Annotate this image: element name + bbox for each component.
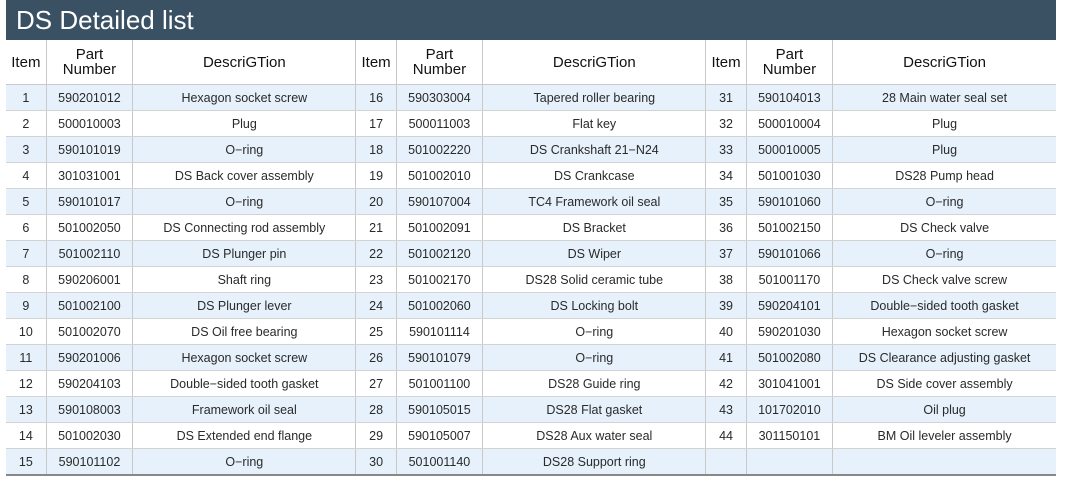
description-cell: DS Oil free bearing [133, 319, 356, 345]
description-cell: O−ring [133, 189, 356, 215]
description-cell: O−ring [833, 241, 1056, 267]
header-row [6, 40, 1056, 85]
part-number-cell: 590107004 [396, 189, 482, 215]
description-cell: Hexagon socket screw [133, 345, 356, 371]
table-row [6, 423, 1056, 449]
description-cell: DS Plunger lever [133, 293, 356, 319]
item-number-cell: 34 [706, 163, 746, 189]
part-number-cell: 590105015 [396, 397, 482, 423]
part-number-cell: 501002100 [46, 293, 132, 319]
parts-table [6, 40, 1056, 476]
part-number-cell: 301150101 [746, 423, 832, 449]
part-number-cell: 590101114 [396, 319, 482, 345]
description-cell: Tapered roller bearing [483, 85, 706, 111]
part-number-cell: 590101079 [396, 345, 482, 371]
header-description: DescriGTion [833, 40, 1056, 85]
header-part-number: Part Number [46, 40, 132, 85]
item-number-cell: 25 [356, 319, 396, 345]
part-number-cell: 590201030 [746, 319, 832, 345]
parts-list [6, 0, 1056, 476]
part-number-cell: 590204103 [46, 371, 132, 397]
part-number-cell: 501001170 [746, 267, 832, 293]
description-cell: Oil plug [833, 397, 1056, 423]
item-number-cell: 2 [6, 111, 46, 137]
part-number-cell: 501002110 [46, 241, 132, 267]
description-cell: Double−sided tooth gasket [833, 293, 1056, 319]
part-number-cell: 501001140 [396, 449, 482, 476]
item-number-cell: 19 [356, 163, 396, 189]
description-cell: DS Wiper [483, 241, 706, 267]
table-row [6, 241, 1056, 267]
item-number-cell: 43 [706, 397, 746, 423]
table-row [6, 319, 1056, 345]
part-number-cell: 301031001 [46, 163, 132, 189]
item-number-cell: 41 [706, 345, 746, 371]
part-number-cell: 590104013 [746, 85, 832, 111]
table-row [6, 137, 1056, 163]
table-row [6, 189, 1056, 215]
part-number-cell: 500010003 [46, 111, 132, 137]
part-number-cell: 590101017 [46, 189, 132, 215]
item-number-cell [706, 449, 746, 476]
item-number-cell: 13 [6, 397, 46, 423]
item-number-cell: 42 [706, 371, 746, 397]
header-part-number: Part Number [396, 40, 482, 85]
item-number-cell: 28 [356, 397, 396, 423]
description-cell: DS Side cover assembly [833, 371, 1056, 397]
description-cell: DS28 Flat gasket [483, 397, 706, 423]
description-cell: BM Oil leveler assembly [833, 423, 1056, 449]
item-number-cell: 23 [356, 267, 396, 293]
item-number-cell: 12 [6, 371, 46, 397]
item-number-cell: 39 [706, 293, 746, 319]
item-number-cell: 33 [706, 137, 746, 163]
part-number-cell: 501002220 [396, 137, 482, 163]
header-item: Item [6, 40, 46, 85]
description-cell: O−ring [133, 137, 356, 163]
part-number-cell: 501002050 [46, 215, 132, 241]
item-number-cell: 21 [356, 215, 396, 241]
part-number-cell: 590303004 [396, 85, 482, 111]
description-cell: DS Check valve [833, 215, 1056, 241]
item-number-cell: 8 [6, 267, 46, 293]
description-cell: O−ring [483, 345, 706, 371]
part-number-cell: 501002170 [396, 267, 482, 293]
part-number-cell: 590101102 [46, 449, 132, 476]
part-number-cell: 501001030 [746, 163, 832, 189]
part-number-cell: 501002080 [746, 345, 832, 371]
part-number-cell: 501002070 [46, 319, 132, 345]
description-cell: DS Back cover assembly [133, 163, 356, 189]
description-cell [833, 449, 1056, 476]
item-number-cell: 44 [706, 423, 746, 449]
table-body [6, 85, 1056, 476]
description-cell: DS Check valve screw [833, 267, 1056, 293]
item-number-cell: 18 [356, 137, 396, 163]
part-number-cell: 501002010 [396, 163, 482, 189]
item-number-cell: 3 [6, 137, 46, 163]
description-cell: DS Clearance adjusting gasket [833, 345, 1056, 371]
header-item: Item [356, 40, 396, 85]
part-number-cell: 501002091 [396, 215, 482, 241]
item-number-cell: 11 [6, 345, 46, 371]
description-cell: DS28 Guide ring [483, 371, 706, 397]
description-cell: DS Bracket [483, 215, 706, 241]
description-cell: Hexagon socket screw [833, 319, 1056, 345]
description-cell: O−ring [133, 449, 356, 476]
item-number-cell: 7 [6, 241, 46, 267]
description-cell: Double−sided tooth gasket [133, 371, 356, 397]
description-cell: DS28 Solid ceramic tube [483, 267, 706, 293]
item-number-cell: 6 [6, 215, 46, 241]
description-cell: DS Crankcase [483, 163, 706, 189]
item-number-cell: 35 [706, 189, 746, 215]
table-row [6, 371, 1056, 397]
item-number-cell: 16 [356, 85, 396, 111]
part-number-cell [746, 449, 832, 476]
item-number-cell: 1 [6, 85, 46, 111]
item-number-cell: 24 [356, 293, 396, 319]
part-number-cell: 590201012 [46, 85, 132, 111]
part-number-cell: 501002030 [46, 423, 132, 449]
table-row [6, 85, 1056, 111]
part-number-cell: 500011003 [396, 111, 482, 137]
item-number-cell: 26 [356, 345, 396, 371]
part-number-cell: 590101060 [746, 189, 832, 215]
list-title: DS Detailed list [6, 0, 1056, 40]
description-cell: O−ring [833, 189, 1056, 215]
header-description: DescriGTion [133, 40, 356, 85]
part-number-cell: 101702010 [746, 397, 832, 423]
table-row [6, 267, 1056, 293]
item-number-cell: 30 [356, 449, 396, 476]
item-number-cell: 40 [706, 319, 746, 345]
item-number-cell: 38 [706, 267, 746, 293]
description-cell: DS Locking bolt [483, 293, 706, 319]
part-number-cell: 590105007 [396, 423, 482, 449]
item-number-cell: 32 [706, 111, 746, 137]
item-number-cell: 17 [356, 111, 396, 137]
description-cell: DS Connecting rod assembly [133, 215, 356, 241]
table-row [6, 449, 1056, 476]
item-number-cell: 29 [356, 423, 396, 449]
part-number-cell: 500010004 [746, 111, 832, 137]
item-number-cell: 4 [6, 163, 46, 189]
description-cell: DS Plunger pin [133, 241, 356, 267]
item-number-cell: 20 [356, 189, 396, 215]
item-number-cell: 5 [6, 189, 46, 215]
item-number-cell: 31 [706, 85, 746, 111]
part-number-cell: 301041001 [746, 371, 832, 397]
item-number-cell: 10 [6, 319, 46, 345]
description-cell: DS Extended end flange [133, 423, 356, 449]
part-number-cell: 590201006 [46, 345, 132, 371]
table-row [6, 293, 1056, 319]
header-part-number: Part Number [746, 40, 832, 85]
item-number-cell: 37 [706, 241, 746, 267]
description-cell: 28 Main water seal set [833, 85, 1056, 111]
description-cell: O−ring [483, 319, 706, 345]
part-number-cell: 590204101 [746, 293, 832, 319]
description-cell: Flat key [483, 111, 706, 137]
description-cell: TC4 Framework oil seal [483, 189, 706, 215]
table-row [6, 111, 1056, 137]
item-number-cell: 22 [356, 241, 396, 267]
table-row [6, 397, 1056, 423]
description-cell: Hexagon socket screw [133, 85, 356, 111]
description-cell: DS Crankshaft 21−N24 [483, 137, 706, 163]
part-number-cell: 501002120 [396, 241, 482, 267]
item-number-cell: 15 [6, 449, 46, 476]
part-number-cell: 501002150 [746, 215, 832, 241]
part-number-cell: 590206001 [46, 267, 132, 293]
description-cell: Plug [833, 137, 1056, 163]
description-cell: Framework oil seal [133, 397, 356, 423]
part-number-cell: 590108003 [46, 397, 132, 423]
part-number-cell: 590101066 [746, 241, 832, 267]
table-row [6, 215, 1056, 241]
description-cell: Shaft ring [133, 267, 356, 293]
description-cell: DS28 Pump head [833, 163, 1056, 189]
item-number-cell: 14 [6, 423, 46, 449]
description-cell: DS28 Aux water seal [483, 423, 706, 449]
header-description: DescriGTion [483, 40, 706, 85]
item-number-cell: 36 [706, 215, 746, 241]
part-number-cell: 590101019 [46, 137, 132, 163]
header-item: Item [706, 40, 746, 85]
part-number-cell: 500010005 [746, 137, 832, 163]
item-number-cell: 27 [356, 371, 396, 397]
table-row [6, 163, 1056, 189]
description-cell: Plug [833, 111, 1056, 137]
part-number-cell: 501002060 [396, 293, 482, 319]
table-row [6, 345, 1056, 371]
description-cell: Plug [133, 111, 356, 137]
item-number-cell: 9 [6, 293, 46, 319]
description-cell: DS28 Support ring [483, 449, 706, 476]
part-number-cell: 501001100 [396, 371, 482, 397]
